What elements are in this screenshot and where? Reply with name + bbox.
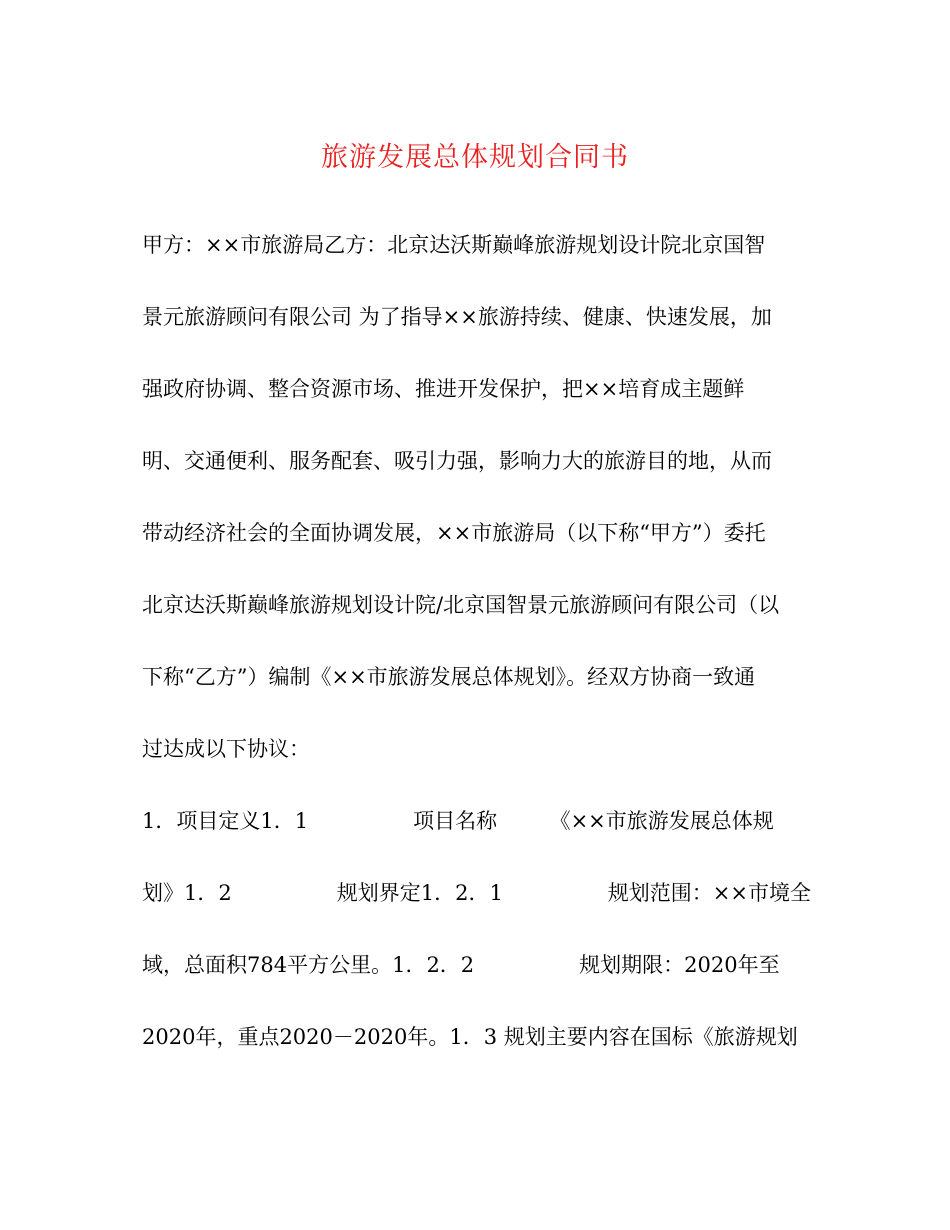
body-line: 甲方：××市旅游局乙方：北京达沃斯巅峰旅游规划设计院北京国智: [142, 233, 766, 257]
body-line: 2020年，重点2020－2020年。1．3 规划主要内容在国标《旅游规划: [142, 1025, 798, 1049]
body-line: 划》1．2 规划界定1．2．1 规划范围：××市境全: [142, 881, 811, 905]
body-line: 景元旅游顾问有限公司 为了指导××旅游持续、健康、快速发展，加: [142, 305, 772, 329]
body-line: 北京达沃斯巅峰旅游规划设计院/北京国智景元旅游顾问有限公司（以: [142, 593, 780, 617]
document-body: [142, 225, 822, 1089]
body-line: 域，总面积784平方公里。1．2．2 规划期限：2020年至: [142, 953, 780, 977]
document-title: 旅游发展总体规划合同书: [321, 142, 629, 173]
body-line: 明、交通便利、服务配套、吸引力强，影响力大的旅游目的地，从而: [142, 449, 772, 473]
body-line: 带动经济社会的全面协调发展，××市旅游局（以下称“甲方”）委托: [142, 521, 766, 545]
body-line: 1．项目定义1．1 项目名称 《××市旅游发展总体规: [142, 809, 774, 833]
body-line: 强政府协调、整合资源市场、推进开发保护，把××培育成主题鲜: [142, 377, 745, 401]
body-line: 下称“乙方”）编制《××市旅游发展总体规划》。经双方协商一致通: [142, 665, 756, 689]
body-line: 过达成以下协议：: [142, 737, 310, 761]
